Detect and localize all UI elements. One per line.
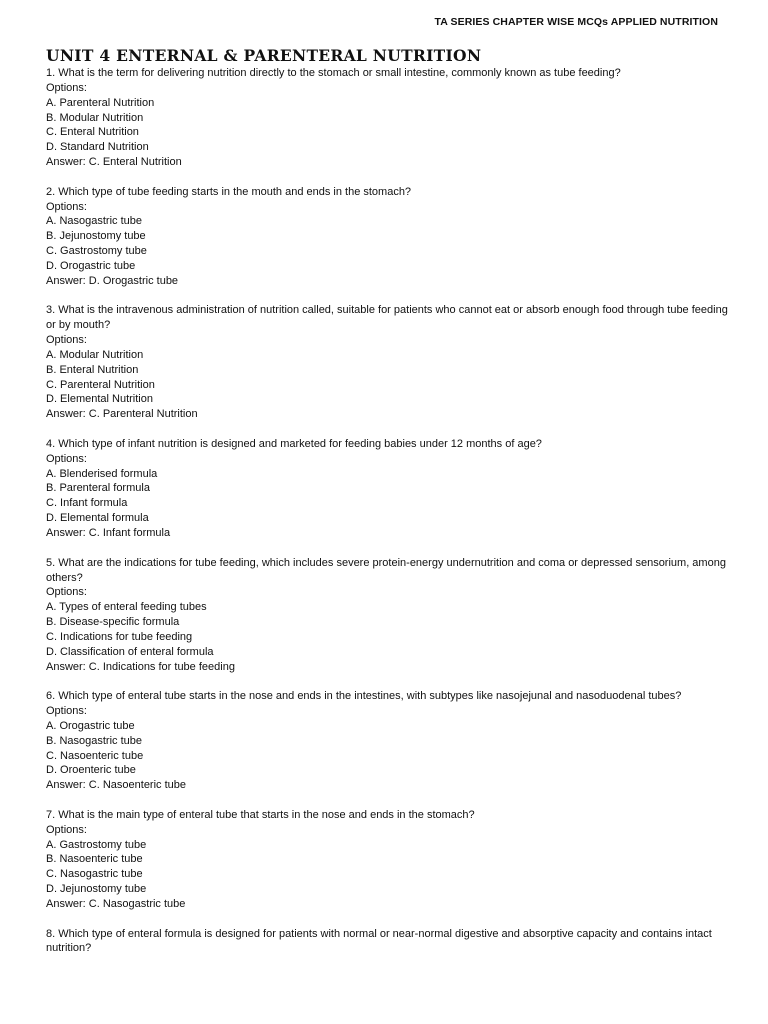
option-item: A. Nasogastric tube: [46, 215, 142, 228]
question-block: [46, 185, 728, 289]
option-item: A. Modular Nutrition: [46, 348, 144, 361]
answer-text: Answer: C. Nasogastric tube: [46, 897, 186, 910]
options-label: Options:: [46, 334, 87, 347]
question-block: [46, 437, 728, 541]
question-block: [46, 556, 728, 675]
question-text: 7. What is the main type of enteral tube that starts in the nose and ends in the stomach?: [46, 808, 475, 821]
question-text: 1. What is the term for delivering nutrition directly to the stomach or small intestine, commonly known as tube feeding?: [46, 67, 621, 79]
option-item: B. Nasogastric tube: [46, 734, 142, 747]
question-text: 3. What is the intravenous administration of nutrition called, suitable for patients who cannot eat or absorb enough food through tube feeding or by mouth?: [46, 304, 728, 332]
answer-text: Answer: C. Parenteral Nutrition: [46, 408, 198, 421]
option-item: B. Modular Nutrition: [46, 111, 144, 124]
option-item: D. Jejunostomy tube: [46, 883, 147, 896]
option-item: B. Jejunostomy tube: [46, 230, 146, 243]
question-block: [46, 808, 728, 912]
question-text: 6. Which type of enteral tube starts in the nose and ends in the intestines, with subtypes like nasojejunal and nasoduodenal tubes?: [46, 690, 682, 703]
options-label: Options:: [46, 705, 87, 718]
option-item: A. Blenderised formula: [46, 467, 158, 480]
answer-text: Answer: C. Nasoenteric tube: [46, 779, 187, 792]
answer-text: Answer: C. Infant formula: [46, 527, 171, 540]
answer-text: Answer: C. Indications for tube feeding: [46, 660, 235, 673]
option-item: C. Enteral Nutrition: [46, 126, 139, 139]
option-item: A. Orogastric tube: [46, 719, 135, 732]
option-item: D. Elemental formula: [46, 512, 149, 525]
question-block: [46, 689, 728, 793]
option-item: D. Orogastric tube: [46, 259, 136, 272]
answer-text: Answer: D. Orogastric tube: [46, 274, 179, 287]
option-item: D. Oroenteric tube: [46, 764, 136, 777]
question-block: [46, 927, 728, 957]
option-item: A. Gastrostomy tube: [46, 838, 147, 851]
options-label: Options:: [46, 200, 87, 213]
options-label: Options:: [46, 823, 87, 836]
option-item: B. Disease-specific formula: [46, 616, 180, 629]
option-item: B. Enteral Nutrition: [46, 363, 139, 376]
option-item: D. Classification of enteral formula: [46, 645, 214, 658]
option-item: C. Indications for tube feeding: [46, 630, 193, 643]
options-label: Options:: [46, 452, 87, 465]
page-header: TA SERIES CHAPTER WISE MCQs APPLIED NUTRITION: [434, 16, 718, 28]
option-item: C. Gastrostomy tube: [46, 245, 147, 258]
question-text: 4. Which type of infant nutrition is designed and marketed for feeding babies under 12 months of age?: [46, 437, 542, 450]
document-body: [46, 47, 728, 971]
option-item: A. Types of enteral feeding tubes: [46, 601, 207, 614]
question-text: 2. Which type of tube feeding starts in the mouth and ends in the stomach?: [46, 185, 412, 198]
option-item: C. Nasogastric tube: [46, 868, 143, 881]
question-text: 5. What are the indications for tube feeding, which includes severe protein-energy undernutrition and coma or depressed sensorium, among others?: [46, 556, 726, 584]
option-item: D. Standard Nutrition: [46, 141, 149, 154]
option-item: A. Parenteral Nutrition: [46, 96, 155, 109]
option-item: C. Infant formula: [46, 497, 128, 510]
option-item: B. Parenteral formula: [46, 482, 150, 495]
question-block: [46, 303, 728, 422]
options-label: Options:: [46, 586, 87, 599]
option-item: C. Nasoenteric tube: [46, 749, 144, 762]
unit-title: UNIT 4 ENTERNAL & PARENTERAL NUTRITION: [46, 46, 482, 65]
options-label: Options:: [46, 81, 87, 94]
question-list: [46, 66, 728, 956]
option-item: C. Parenteral Nutrition: [46, 378, 155, 391]
option-item: B. Nasoenteric tube: [46, 853, 143, 866]
question-text: 8. Which type of enteral formula is designed for patients with normal or near-normal digestive and absorptive capacity and contains intact nutrition?: [46, 927, 712, 955]
question-block: [46, 66, 728, 170]
option-item: D. Elemental Nutrition: [46, 393, 153, 406]
answer-text: Answer: C. Enteral Nutrition: [46, 156, 182, 169]
